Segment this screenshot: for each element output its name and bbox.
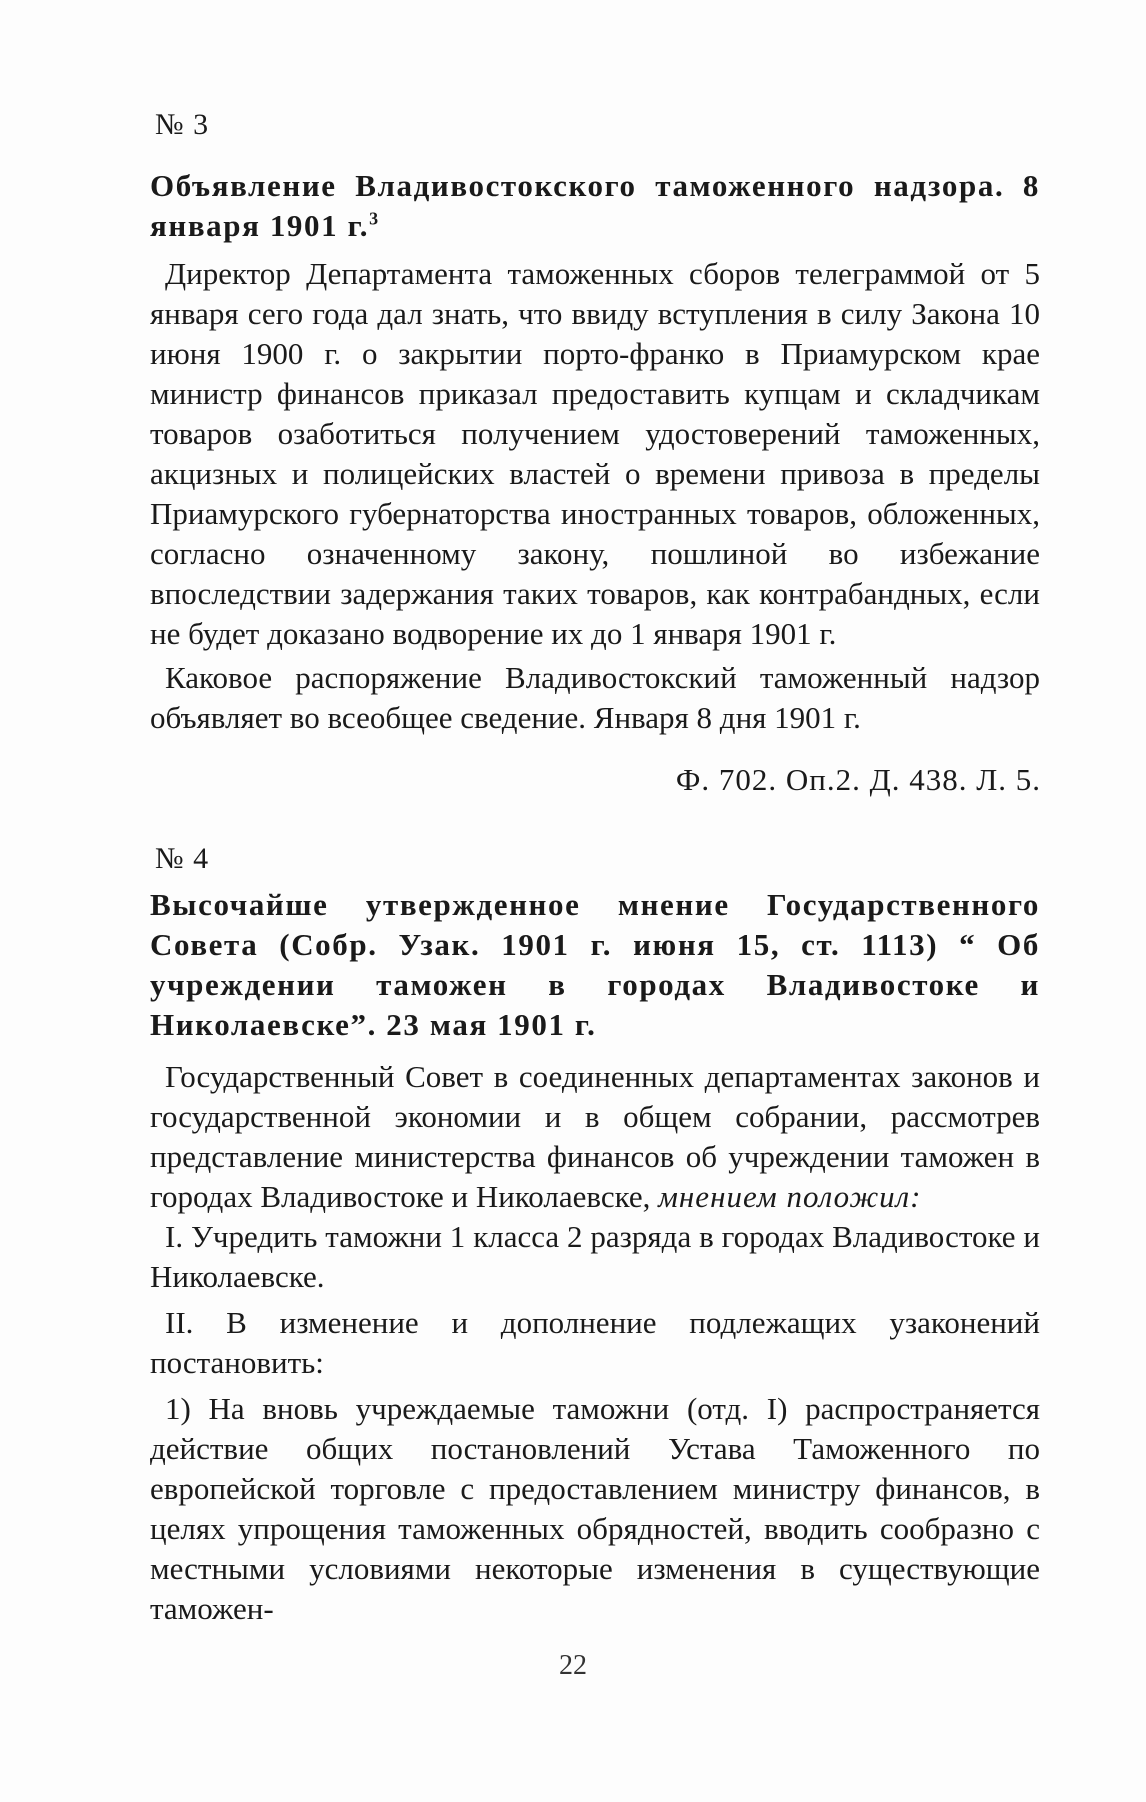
doc3-archive-source: Ф. 702. Оп.2. Д. 438. Л. 5. <box>675 762 1041 797</box>
doc4-number: № 4 <box>155 842 210 875</box>
doc3-title-text: Объявление Владивостокского таможенного надзора. 8 января 1901 г. <box>150 168 1040 243</box>
doc3-title <box>150 166 1040 246</box>
doc4-paragraph-2: I. Учредить таможни 1 класса 2 разряда в городах Владивостоке и Николаевске. <box>150 1219 1040 1294</box>
doc4-paragraph-4: 1) На вновь учреждаемые таможни (отд. I) распространяется действие общих постановлений Устава Таможенного по европейской торговле с предоставлением министру финансов, в целях упрощения таможенных обрядностей, вводить сообразно с местными условиями некоторые изменения в существующие таможен- <box>150 1391 1040 1626</box>
doc4-paragraph-1 <box>150 1057 1040 1217</box>
doc3-paragraph-1: Директор Департамента таможенных сборов телеграммой от 5 января сего года дал знать, что ввиду вступления в силу Закона 10 июня 1900 г. о закрытии порто-франко в Приамурском крае министр финансов приказал предоставить купцам и складчикам товаров озаботиться получением удостоверений таможенных, акцизных и полицейских властей о времени привоза в пределы Приамурского губернаторства иностранных товаров, обложенных, согласно означенному закону, пошлиной во избежание впоследствии задержания таких товаров, как контрабандных, если не будет доказано водворение их до 1 января 1901 г. <box>150 256 1040 651</box>
page-number: 22 <box>559 1650 587 1681</box>
doc3-paragraph-2: Каковое распоряжение Владивостокский таможенный надзор объявляет во всеобщее сведение. Января 8 дня 1901 г. <box>150 660 1040 735</box>
doc4-paragraph-3: II. В изменение и дополнение подлежащих узаконений постановить: <box>150 1305 1040 1380</box>
doc3-section <box>150 166 1040 738</box>
doc4-paragraph-1-text: Государственный Совет в соединенных департаментах законов и государственной экономии и в общем собрании, рассмотрев представление министерства финансов об учреждении таможен в городах Владивостоке и Николаевске, <box>150 1059 1040 1214</box>
footnote-mark: 3 <box>369 208 380 229</box>
doc4-paragraph-1-italic: мнением положил: <box>658 1179 922 1214</box>
doc4-title: Высочайше утвержденное мнение Государственного Совета (Собр. Узак. 1901 г. июня 15, ст. 1113) “ Об учреждении таможен в городах Владивостоке и Николаевске”. 23 мая 1901 г. <box>150 887 1040 1042</box>
doc3-number: № 3 <box>155 108 210 141</box>
doc4-section <box>150 885 1040 1629</box>
